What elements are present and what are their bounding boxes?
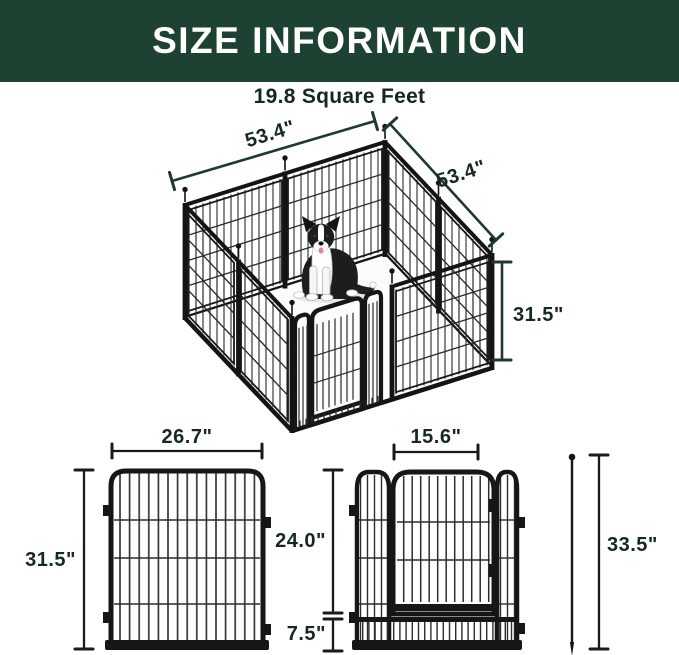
- dimension-pen-depth: [383, 118, 502, 246]
- dimension-stake-length: [590, 455, 658, 649]
- panel-height-dimension-label: 31.5": [25, 549, 76, 571]
- stake-length-dimension-label: 33.5": [607, 534, 658, 556]
- dimension-door-width: [394, 426, 478, 459]
- pen-width-dimension-label: 53.4": [242, 116, 298, 153]
- door-width-dimension-label: 15.6": [410, 426, 462, 448]
- dimension-pen-height: [493, 262, 564, 360]
- dimension-panel-width: [112, 426, 262, 458]
- panel-width-dimension-label: 26.7": [161, 426, 213, 448]
- dimension-bottom-height: [287, 619, 342, 651]
- pen-3d-view: [170, 112, 564, 433]
- page-title: SIZE INFORMATION: [152, 20, 527, 61]
- pen-height-dimension-label: 31.5": [513, 304, 564, 326]
- ground-stake: [569, 454, 576, 655]
- door-height-dimension-label: 24.0": [275, 530, 326, 552]
- dimension-panel-height: [25, 470, 93, 649]
- door-panel-front-view: [349, 472, 525, 650]
- panel-front-view: [103, 471, 271, 650]
- pen-depth-dimension-label: 53.4": [433, 155, 489, 193]
- bottom-height-dimension-label: 7.5": [286, 623, 326, 645]
- area-subtitle: 19.8 Square Feet: [253, 85, 426, 108]
- dimension-door-height: [275, 470, 342, 613]
